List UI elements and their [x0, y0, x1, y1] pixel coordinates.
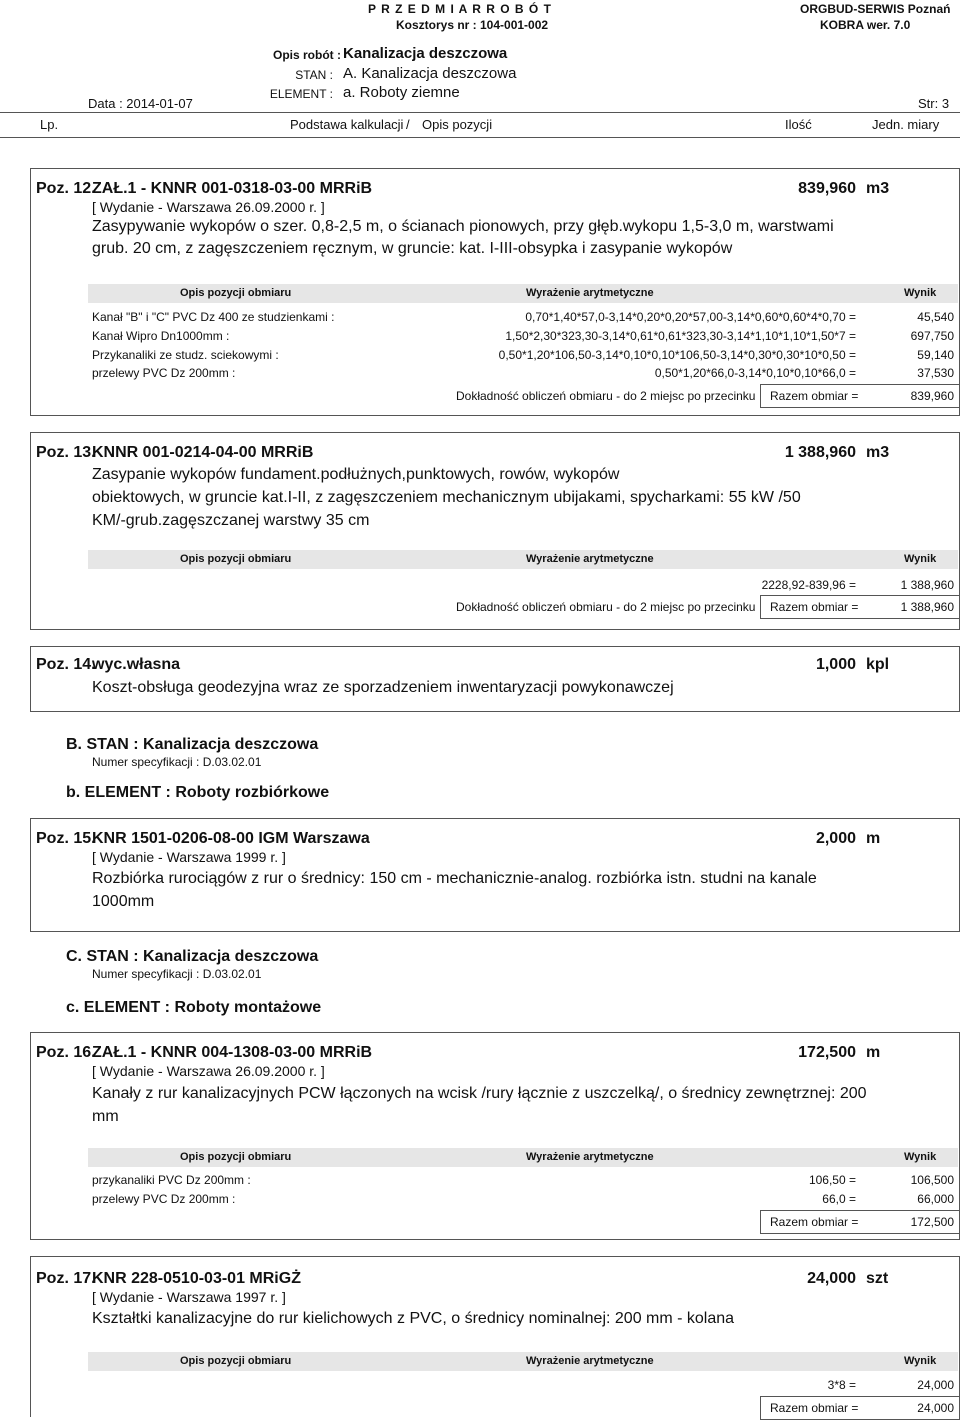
poz-16-code: ZAŁ.1 - KNNR 004-1308-03-00 MRRiB: [92, 1044, 373, 1061]
stan-c-element: c. ELEMENT : Roboty montażowe: [66, 999, 322, 1016]
poz-12-desc-line2: grub. 20 cm, z zagęszczeniem ręcznym, w gruncie: kat. I-III-obsypka i zasypanie wykopów: [92, 240, 733, 257]
poz-16-desc-line2: mm: [92, 1108, 119, 1125]
poz-13-number: Poz. 13.: [36, 444, 96, 461]
row-opis: przelewy PVC Dz 200mm :: [92, 1192, 236, 1206]
document-title: P R Z E D M I A R R O B Ó T: [368, 2, 552, 16]
poz-12-dokladnosc: Dokładność obliczeń obmiaru - do 2 miejsc po przecinku: [456, 389, 756, 403]
stan-value: A. Kanalizacja deszczowa: [343, 65, 517, 82]
poz-14-quantity: 1,000: [815, 656, 856, 673]
poz-17-razem-value: 24,000: [917, 1401, 954, 1415]
poz-16-th-wyrazenie: Wyrażenie arytmetyczne: [526, 1151, 654, 1163]
page-number: Str: 3: [918, 96, 950, 111]
poz-16-wydanie: [ Wydanie - Warszawa 26.09.2000 r. ]: [92, 1063, 325, 1079]
poz-17-th-wyrazenie: Wyrażenie arytmetyczne: [526, 1355, 654, 1367]
row-wynik: 59,140: [917, 348, 954, 362]
poz-12-th-wyrazenie: Wyrażenie arytmetyczne: [526, 287, 654, 299]
row-opis: Przykanaliki ze studz. sciekowymi :: [92, 348, 279, 362]
column-podstawa: Podstawa kalkulacji: [290, 117, 404, 132]
poz-13-unit: m3: [866, 444, 890, 461]
row-opis: przelewy PVC Dz 200mm :: [92, 366, 236, 380]
row-wynik: 106,500: [910, 1173, 954, 1187]
stan-b-spec: Numer specyfikacji : D.03.02.01: [92, 755, 262, 769]
row-expression: 0,50*1,20*66,0-3,14*0,10*0,10*66,0 =: [654, 366, 856, 380]
poz-14-number: Poz. 14.: [36, 656, 96, 673]
row-opis: Kanał "B" i "C" PVC Dz 400 ze studzienkami :: [92, 310, 335, 324]
poz-12-number: Poz. 12.: [36, 180, 96, 197]
poz-13-th-wyrazenie: Wyrażenie arytmetyczne: [526, 553, 654, 565]
stan-c-title: C. STAN : Kanalizacja deszczowa: [66, 948, 319, 965]
poz-16-quantity: 172,500: [798, 1044, 856, 1061]
row-opis: Kanał Wipro Dn1000mm :: [92, 329, 230, 343]
poz-12-th-wynik: Wynik: [904, 287, 937, 299]
poz-12-quantity: 839,960: [798, 180, 856, 197]
poz-17-expression: 3*8 =: [827, 1378, 856, 1392]
poz-13-wynik: 1 388,960: [900, 578, 954, 592]
poz-13-expression: 2228,92-839,96 =: [761, 578, 856, 592]
column-slash: /: [406, 117, 410, 132]
poz-16-number: Poz. 16.: [36, 1044, 96, 1061]
column-ilosc: Ilość: [785, 117, 812, 132]
row-expression: 0,50*1,20*106,50-3,14*0,10*0,10*106,50-3,14*0,30*0,30*10*0,50 =: [498, 348, 856, 362]
poz-15-code: KNR 1501-0206-08-00 IGM Warszawa: [92, 830, 370, 847]
poz-17-th-opis: Opis pozycji obmiaru: [180, 1355, 292, 1367]
row-expression: 66,0 =: [822, 1192, 856, 1206]
row-expression: 106,50 =: [808, 1173, 856, 1187]
column-jedn: Jedn. miary: [872, 117, 940, 132]
poz-12-wydanie: [ Wydanie - Warszawa 26.09.2000 r. ]: [92, 199, 325, 215]
row-wynik: 37,530: [917, 366, 954, 380]
software-version: KOBRA wer. 7.0: [820, 18, 911, 32]
column-lp: Lp.: [40, 117, 59, 132]
poz-17-desc-line1: Kształtki kanalizacyjne do rur kielichowych z PVC, o średnicy nominalnej: 200 mm - kolana: [92, 1310, 735, 1327]
poz-12-unit: m3: [866, 180, 890, 197]
poz-15-unit: m: [866, 830, 881, 847]
opis-robot-value: Kanalizacja deszczowa: [343, 45, 508, 62]
poz-17-number: Poz. 17.: [36, 1270, 96, 1287]
poz-17-wydanie: [ Wydanie - Warszawa 1997 r. ]: [92, 1289, 286, 1305]
poz-17-code: KNR 228-0510-03-01 MRiGŻ: [92, 1270, 301, 1287]
poz-17-quantity: 24,000: [807, 1270, 856, 1287]
poz-17-unit: szt: [866, 1270, 889, 1287]
element-label: ELEMENT :: [269, 87, 333, 101]
kosztorys-number: Kosztorys nr : 104-001-002: [396, 18, 549, 32]
poz-15-desc-line1: Rozbiórka rurociągów z rur o średnicy: 150 cm - mechanicznie-analog. rozbiórka istn. studni na kanale: [92, 870, 817, 887]
row-wynik: 66,000: [917, 1192, 954, 1206]
poz-12-th-opis: Opis pozycji obmiaru: [180, 287, 292, 299]
stan-label: STAN :: [295, 68, 333, 82]
poz-13-razem-value: 1 388,960: [900, 600, 954, 614]
element-value: a. Roboty ziemne: [343, 84, 460, 101]
stan-c-spec: Numer specyfikacji : D.03.02.01: [92, 967, 262, 981]
poz-14-code: wyc.własna: [92, 656, 181, 673]
row-opis: przykanaliki PVC Dz 200mm :: [92, 1173, 251, 1187]
document-date: Data : 2014-01-07: [88, 96, 193, 111]
poz-13-code: KNNR 001-0214-04-00 MRRiB: [92, 444, 314, 461]
stan-b-title: B. STAN : Kanalizacja deszczowa: [66, 736, 319, 753]
poz-12-code: ZAŁ.1 - KNNR 001-0318-03-00 MRRiB: [92, 180, 373, 197]
poz-12-desc-line1: Zasypywanie wykopów o szer. 0,8-2,5 m, o ścianach pionowych, przy głęb.wykopu 1,5-3,0 m, warstwami: [92, 218, 834, 235]
poz-13-th-wynik: Wynik: [904, 553, 937, 565]
poz-13-th-opis: Opis pozycji obmiaru: [180, 553, 292, 565]
poz-16-razem-label: Razem obmiar =: [770, 1215, 859, 1229]
poz-13-desc-line1: Zasypanie wykopów fundament.podłużnych,punktowych, rowów, wykopów: [92, 466, 620, 483]
opis-robot-label: Opis robót :: [273, 48, 341, 62]
poz-15-wydanie: [ Wydanie - Warszawa 1999 r. ]: [92, 849, 286, 865]
poz-17-th-wynik: Wynik: [904, 1355, 937, 1367]
poz-15-quantity: 2,000: [815, 830, 856, 847]
poz-13-dokladnosc: Dokładność obliczeń obmiaru - do 2 miejsc po przecinku: [456, 600, 756, 614]
poz-13-quantity: 1 388,960: [784, 444, 856, 461]
poz-16-razem-value: 172,500: [910, 1215, 954, 1229]
poz-17-razem-label: Razem obmiar =: [770, 1401, 859, 1415]
stan-b-element: b. ELEMENT : Roboty rozbiórkowe: [66, 784, 330, 801]
poz-16-desc-line1: Kanały z rur kanalizacyjnych PCW łączonych na wcisk /rury łącznie z uszczelką/, o średnicy zewnętrznej: 200: [92, 1085, 867, 1102]
row-wynik: 45,540: [917, 310, 954, 324]
poz-17-wynik: 24,000: [917, 1378, 954, 1392]
row-expression: 1,50*2,30*323,30-3,14*0,61*0,61*323,30-3,14*1,10*1,10*1,50*7 =: [505, 329, 856, 343]
poz-16-th-opis: Opis pozycji obmiaru: [180, 1151, 292, 1163]
poz-12-razem-value: 839,960: [910, 389, 954, 403]
poz-12-razem-label: Razem obmiar =: [770, 389, 859, 403]
company-name: ORGBUD-SERWIS Poznań: [800, 2, 951, 16]
row-wynik: 697,750: [910, 329, 954, 343]
poz-13-desc-line2: obiektowych, w gruncie kat.I-II, z zagęszczeniem mechanicznym ubijakami, spycharkami: 55 kW /50: [92, 489, 801, 506]
poz-13-razem-label: Razem obmiar =: [770, 600, 859, 614]
poz-14-desc-line1: Koszt-obsługa geodezyjna wraz ze sporzadzeniem inwentaryzacji powykonawczej: [92, 679, 674, 696]
poz-13-desc-line3: KM/-grub.zagęszczanej warstwy 35 cm: [92, 512, 370, 529]
row-expression: 0,70*1,40*57,0-3,14*0,20*0,20*57,00-3,14*0,60*0,60*4*0,70 =: [525, 310, 856, 324]
poz-14-unit: kpl: [866, 656, 890, 673]
poz-15-desc-line2: 1000mm: [92, 893, 155, 910]
poz-16-th-wynik: Wynik: [904, 1151, 937, 1163]
column-opis: Opis pozycji: [422, 117, 493, 132]
poz-15-number: Poz. 15.: [36, 830, 96, 847]
poz-16-unit: m: [866, 1044, 881, 1061]
